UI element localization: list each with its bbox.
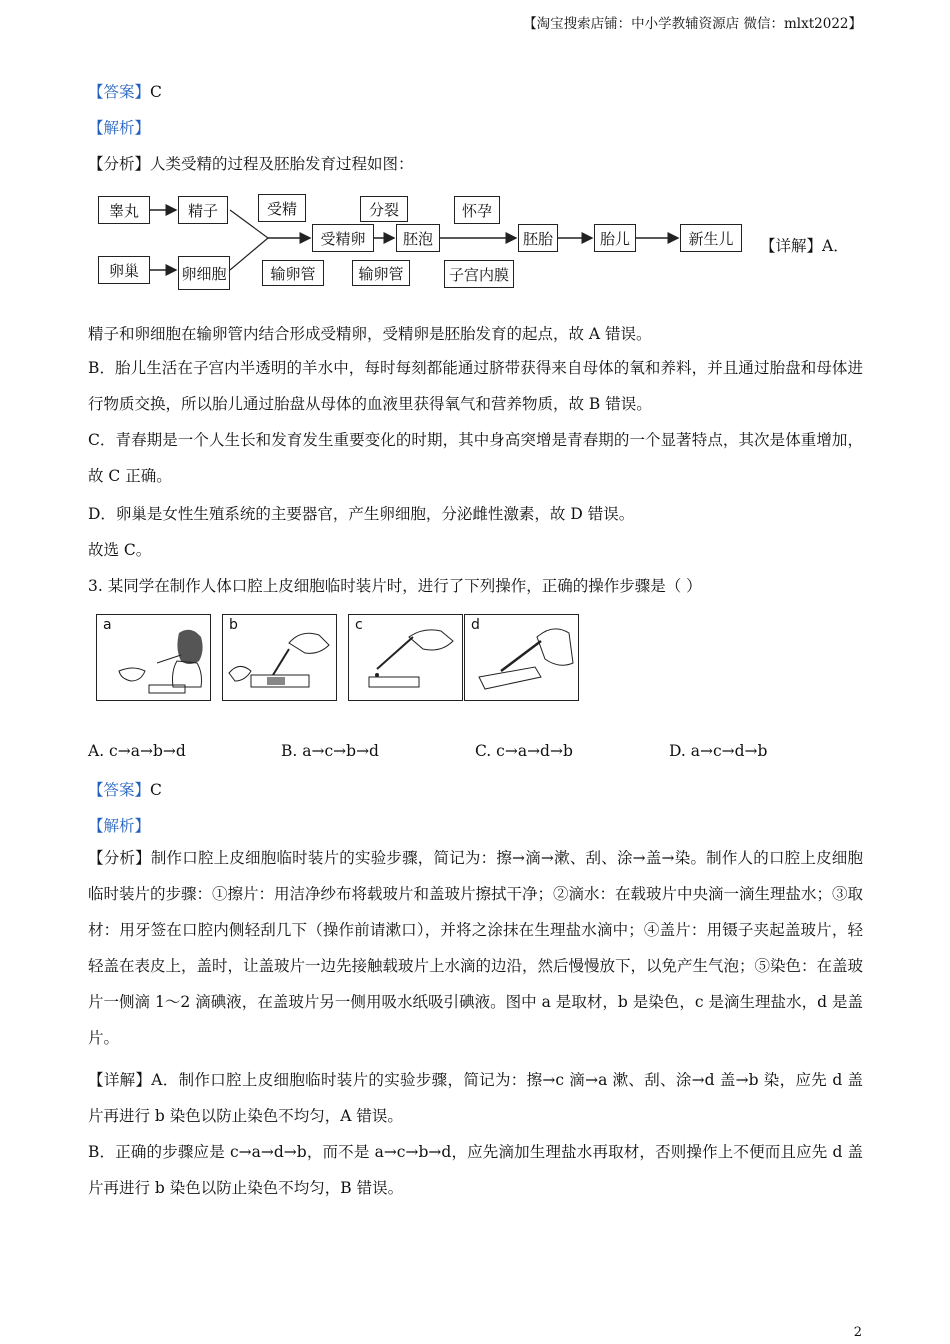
q2-conclusion: 故选 C。 xyxy=(88,541,152,559)
box-blastocyst: 胚泡 xyxy=(396,224,440,252)
panel-a xyxy=(96,614,211,701)
staining-illustration xyxy=(223,615,335,699)
fenxi-text: 制作口腔上皮细胞临时装片的实验步骤，简记为：擦→滴→漱、刮、涂→盖→染。制作人的口腔上皮细胞临时装片的步骤：①擦片：用洁净纱布将载玻片和盖玻片擦拭干净；②滴水：在载玻片中央滴一滴生理盐水；③取材：用牙签在口腔内侧轻刮几下（操作前请漱口），并将之涂抹在生理盐水滴中；④盖片：用镊子夹起盖玻片，轻轻盖在表皮上，盖时，让盖玻片一边先接触载玻片上水滴的边沿，然后慢慢放下，以免产生气泡；⑤染色：在盖玻片一侧滴 1～2 滴碘液，在盖玻片另一侧用吸水纸吸引碘液。图中 a 是取材，b 是染色，c 是滴生理盐水，d 是盖片。 xyxy=(88,849,864,1047)
box-oviduct-2: 输卵管 xyxy=(352,260,410,286)
q3-detail-a xyxy=(88,1062,863,1134)
page-number: 2 xyxy=(853,1325,862,1340)
panel-label: b xyxy=(229,617,238,633)
q2-detail-a: 精子和卵细胞在输卵管内结合形成受精卵，受精卵是胚胎发育的起点，故 A 错误。 xyxy=(88,325,652,343)
box-ovary: 卵巢 xyxy=(98,256,150,284)
page-header: 【淘宝搜索店铺：中小学教辅资源店 微信：mlxt2022】 xyxy=(523,16,862,32)
panel-label: a xyxy=(103,617,112,633)
q2-detail-d: D．卵巢是女性生殖系统的主要器官，产生卵细胞，分泌雌性激素，故 D 错误。 xyxy=(88,505,635,523)
box-testis: 睾丸 xyxy=(98,196,150,224)
fenxi-text: 人类受精的过程及胚胎发育过程如图： xyxy=(150,155,414,173)
box-fetus: 胎儿 xyxy=(594,224,636,252)
answer-value: C xyxy=(150,83,162,101)
q2-detail-a-start xyxy=(760,234,849,256)
q2-answer-line xyxy=(88,80,162,102)
option-d[interactable]: D. a→c→d→b xyxy=(669,742,768,760)
box-sperm: 精子 xyxy=(178,196,228,224)
detail-a-text: A．制作口腔上皮细胞临时装片的实验步骤，简记为：擦→c 滴→a 漱、刮、涂→d 盖→b 染，应先 d 盖片再进行 b 染色以防止染色不均匀，A 错误。 xyxy=(88,1071,863,1125)
detail-tag: 【详解】 xyxy=(760,237,823,255)
fenxi-tag: 【分析】 xyxy=(88,849,151,867)
analysis-tag: 【解析】 xyxy=(88,817,151,835)
q2-detail-b: B．胎儿生活在子宫内半透明的羊水中，每时每刻都能通过脐带获得来自母体的氧和养料，并且通过胎盘和母体进行物质交换，所以胎儿通过胎盘从母体的血液里获得氧气和营养物质，故 B 错误。 xyxy=(88,359,863,413)
q3-step-panels xyxy=(96,614,586,702)
analysis-tag: 【解析】 xyxy=(88,119,151,137)
fenxi-tag: 【分析】 xyxy=(88,155,151,173)
option-b[interactable]: B. a→c→b→d xyxy=(281,742,379,760)
panel-d xyxy=(464,614,579,701)
scraping-illustration xyxy=(97,615,209,699)
q3-answer-line xyxy=(88,778,162,800)
box-egg-cell: 卵细胞 xyxy=(178,256,230,290)
box-endometrium: 子宫内膜 xyxy=(444,260,514,288)
box-newborn: 新生儿 xyxy=(680,224,742,252)
option-c[interactable]: C. c→a→d→b xyxy=(475,742,573,760)
q3-options xyxy=(88,742,863,764)
box-zygote: 受精卵 xyxy=(312,224,374,252)
q3-detail-b: B．正确的步骤应是 c→a→d→b，而不是 a→c→b→d，应先滴加生理盐水再取材，否则操作上不便而且应先 d 盖片再进行 b 染色以防止染色不均匀，B 错误。 xyxy=(88,1143,863,1197)
q3-fenxi xyxy=(88,840,863,1056)
panel-c xyxy=(348,614,463,701)
panel-label: d xyxy=(471,617,480,633)
box-fertilization: 受精 xyxy=(258,194,306,222)
box-oviduct-1: 输卵管 xyxy=(262,260,324,286)
panel-label: c xyxy=(355,617,363,633)
detail-tag: 【详解】 xyxy=(88,1071,152,1089)
answer-value: C xyxy=(150,781,162,799)
box-division: 分裂 xyxy=(360,196,408,222)
fertilization-flow-diagram xyxy=(96,188,766,294)
dropping-illustration xyxy=(349,615,461,699)
answer-tag: 【答案】 xyxy=(88,83,151,101)
panel-b xyxy=(222,614,337,701)
option-a[interactable]: A. c→a→b→d xyxy=(88,742,186,760)
q2-detail-c: C．青春期是一个人生长和发育发生重要变化的时期，其中身高突增是青春期的一个显著特点，其次是体重增加，故 C 正确。 xyxy=(88,431,863,485)
q2-fenxi-line xyxy=(88,152,414,174)
answer-tag: 【答案】 xyxy=(88,781,151,799)
q3-question: 3. 某同学在制作人体口腔上皮细胞临时装片时，进行了下列操作，正确的操作步骤是（ ） xyxy=(88,577,702,595)
covering-illustration xyxy=(465,615,577,699)
box-pregnancy: 怀孕 xyxy=(454,196,500,224)
detail-a-prefix: A． xyxy=(822,237,849,255)
box-embryo: 胚胎 xyxy=(518,224,558,252)
